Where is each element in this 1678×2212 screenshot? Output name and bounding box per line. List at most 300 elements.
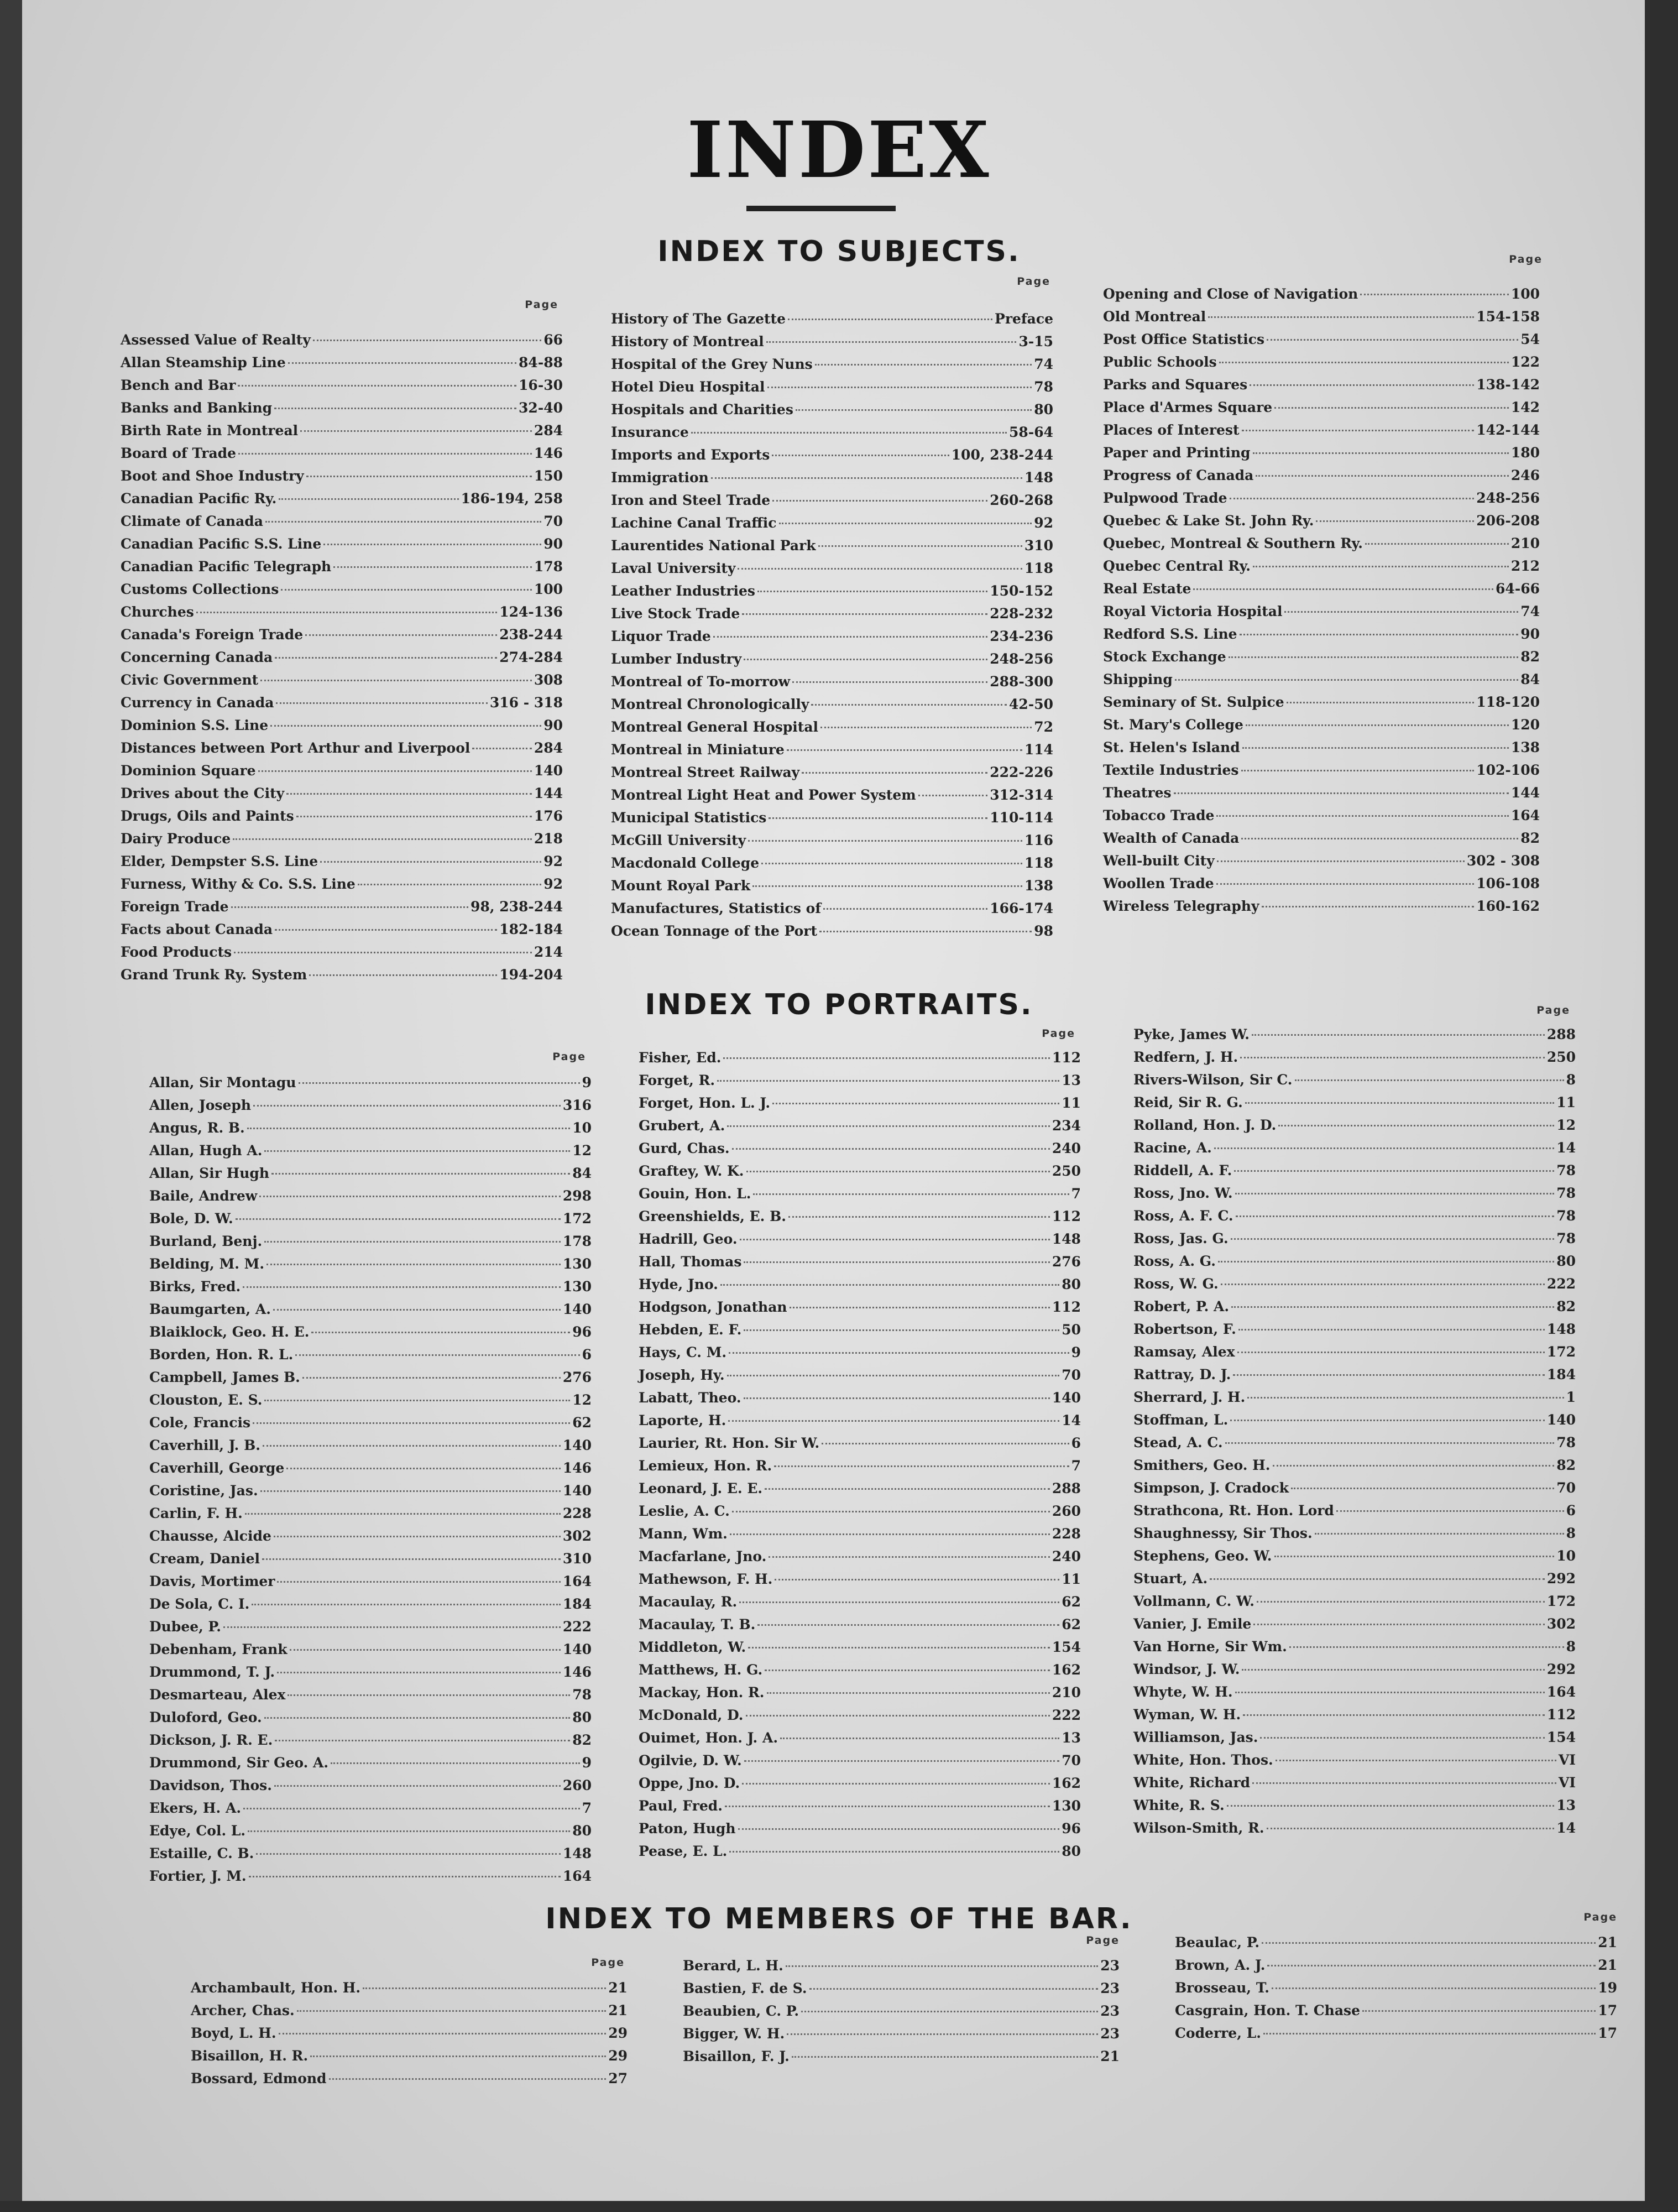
entry-name: Allen, Joseph — [149, 1097, 252, 1113]
entry-name: McDonald, D. — [639, 1707, 744, 1723]
subjects-entry — [611, 764, 1053, 787]
entry-name: Boyd, L. H. — [191, 2025, 276, 2041]
dot-leader — [1214, 1147, 1554, 1149]
entry-name: Simpson, J. Cradock — [1133, 1480, 1289, 1496]
entry-name: Allan, Hugh A. — [149, 1142, 263, 1159]
entry-page: 96 — [572, 1324, 592, 1340]
entry-name: Mackay, Hon. R. — [639, 1684, 765, 1700]
entry-name: Stead, A. C. — [1133, 1434, 1223, 1451]
dot-leader — [264, 1241, 561, 1243]
portraits-entry — [149, 1347, 592, 1369]
portraits-entry — [1133, 1412, 1576, 1434]
entry-page: 148 — [1024, 469, 1053, 486]
dot-leader — [1252, 1034, 1545, 1036]
entry-page: 250 — [1052, 1163, 1081, 1179]
entry-name: Baumgarten, A. — [149, 1301, 271, 1317]
entry-page: 130 — [562, 1256, 592, 1272]
portraits-entry — [1133, 1775, 1576, 1797]
subjects-col2-page-label: Page — [1017, 275, 1050, 288]
entry-page: 228-232 — [990, 606, 1053, 622]
entry-page: 302 — [562, 1528, 592, 1544]
entry-page: 310 — [562, 1551, 592, 1567]
entry-page: 118 — [1024, 560, 1053, 576]
entry-page: 9 — [582, 1074, 592, 1091]
entry-page: 292 — [1546, 1571, 1576, 1587]
portraits-entry — [639, 1684, 1081, 1707]
entry-name: Hyde, Jno. — [639, 1276, 718, 1292]
dot-leader — [273, 1309, 561, 1311]
dot-leader — [779, 523, 1032, 524]
dot-leader — [818, 545, 1022, 547]
entry-page: 29 — [608, 2048, 628, 2064]
dot-leader — [742, 1783, 1050, 1785]
entry-name: Elder, Dempster S.S. Line — [121, 853, 318, 869]
entry-page: 11 — [1062, 1095, 1081, 1111]
subjects-entry — [1103, 354, 1540, 377]
dot-leader — [281, 589, 532, 591]
bar-column-1 — [191, 1980, 628, 2093]
entry-name: Progress of Canada — [1103, 467, 1254, 483]
entry-page: 23 — [1100, 2026, 1120, 2042]
entry-name: Royal Victoria Hospital — [1103, 603, 1283, 619]
subjects-column-3 — [1103, 286, 1540, 921]
dot-leader — [1260, 1737, 1544, 1739]
portraits-entry — [149, 1233, 592, 1256]
entry-page: 154 — [1052, 1639, 1081, 1655]
dot-leader — [1227, 1805, 1555, 1807]
dot-leader — [1235, 1692, 1545, 1693]
entry-name: Post Office Statistics — [1103, 331, 1265, 347]
subjects-entry — [121, 763, 563, 785]
dot-leader — [744, 1397, 1050, 1399]
entry-page: 80 — [1034, 401, 1053, 418]
entry-page: 54 — [1520, 331, 1540, 347]
entry-name: Racine, A. — [1133, 1140, 1212, 1156]
entry-name: McGill University — [611, 832, 746, 848]
subjects-col3-page-label: Page — [1509, 253, 1543, 265]
portraits-entry — [1133, 1298, 1576, 1321]
entry-page: 11 — [1556, 1094, 1576, 1110]
portraits-entry — [1133, 1820, 1576, 1843]
dot-leader — [1236, 1215, 1555, 1217]
bar-entry — [1175, 1957, 1617, 1980]
entry-name: Archambault, Hon. H. — [191, 1980, 361, 1996]
entry-name: Montreal Light Heat and Power System — [611, 787, 916, 803]
portraits-entry — [639, 1276, 1081, 1299]
entry-name: Mathewson, F. H. — [639, 1571, 773, 1587]
entry-name: Allan Steamship Line — [121, 354, 286, 371]
entry-name: Montreal Street Railway — [611, 764, 800, 780]
entry-name: Wireless Telegraphy — [1103, 898, 1259, 914]
entry-page: 42-50 — [1009, 696, 1053, 712]
dot-leader — [765, 1670, 1050, 1671]
entry-name: Boot and Shoe Industry — [121, 468, 304, 484]
portraits-entry — [149, 1709, 592, 1732]
subjects-entry — [611, 810, 1053, 832]
entry-page: 184 — [1546, 1366, 1576, 1383]
entry-name: Hospitals and Charities — [611, 401, 793, 418]
entry-name: Coristine, Jas. — [149, 1483, 258, 1499]
entry-page: 240 — [1052, 1140, 1081, 1156]
entry-page: 10 — [572, 1120, 592, 1136]
portraits-entry — [1133, 1434, 1576, 1457]
entry-name: Grand Trunk Ry. System — [121, 967, 307, 983]
dot-leader — [744, 1261, 1049, 1263]
dot-leader — [1256, 475, 1508, 477]
entry-page: 114 — [1024, 742, 1053, 758]
subjects-entry — [1103, 671, 1540, 694]
entry-name: Ekers, H. A. — [149, 1800, 242, 1816]
entry-page: 234 — [1052, 1118, 1081, 1134]
subjects-entry — [121, 400, 563, 422]
dot-leader — [262, 1558, 561, 1560]
entry-name: Vanier, J. Emile — [1133, 1616, 1252, 1632]
entry-page: 78 — [1556, 1162, 1576, 1178]
entry-name: Public Schools — [1103, 354, 1217, 370]
entry-page: 78 — [1556, 1185, 1576, 1201]
portraits-entry — [149, 1777, 592, 1800]
entry-page: 12 — [572, 1392, 592, 1408]
dot-leader — [1243, 1714, 1545, 1716]
entry-page: 148 — [562, 1845, 592, 1861]
portraits-entry — [149, 1437, 592, 1460]
portraits-entry — [1133, 1344, 1576, 1366]
entry-name: Mann, Wm. — [639, 1526, 728, 1542]
bar-column-3 — [1175, 1934, 1617, 2048]
dot-leader — [1233, 1374, 1544, 1376]
portraits-entry — [639, 1208, 1081, 1231]
dot-leader — [772, 500, 987, 502]
entry-name: Baile, Andrew — [149, 1188, 258, 1204]
dot-leader — [270, 725, 541, 727]
subjects-entry — [121, 581, 563, 604]
entry-page: 7 — [1071, 1186, 1081, 1202]
dot-leader — [290, 1649, 561, 1651]
subjects-entry — [611, 401, 1053, 424]
entry-page: 302 — [1546, 1616, 1576, 1632]
bar-heading: INDEX TO MEMBERS OF THE BAR. — [545, 1902, 1133, 1936]
dot-leader — [748, 1647, 1050, 1648]
entry-page: 118 — [1024, 855, 1053, 871]
entry-name: Imports and Exports — [611, 447, 770, 463]
portraits-entry — [1133, 1026, 1576, 1049]
dot-leader — [1242, 747, 1509, 749]
entry-page: 160-162 — [1476, 898, 1540, 914]
subjects-entry — [1103, 739, 1540, 762]
portraits-entry — [639, 1231, 1081, 1254]
portraits-entry — [149, 1415, 592, 1437]
subjects-entry — [611, 696, 1053, 719]
entry-name: Municipal Statistics — [611, 810, 767, 826]
entry-page: 112 — [1052, 1050, 1081, 1066]
dot-leader — [769, 1556, 1049, 1558]
entry-page: 17 — [1598, 2002, 1617, 2018]
entry-page: VI — [1558, 1752, 1576, 1768]
entry-name: Macdonald College — [611, 855, 760, 871]
subjects-entry — [1103, 875, 1540, 898]
dot-leader — [729, 1352, 1069, 1354]
portraits-entry — [1133, 1616, 1576, 1639]
dot-leader — [238, 453, 532, 455]
dot-leader — [299, 1082, 580, 1084]
entry-name: Bole, D. W. — [149, 1211, 233, 1227]
portraits-entry — [1133, 1639, 1576, 1661]
entry-page: 140 — [562, 1483, 592, 1499]
entry-name: Belding, M. M. — [149, 1256, 265, 1272]
entry-name: Gurd, Chas. — [639, 1140, 730, 1156]
portraits-entry — [1133, 1185, 1576, 1208]
entry-page: 13 — [1062, 1072, 1081, 1088]
portraits-entry — [639, 1798, 1081, 1820]
dot-leader — [323, 544, 541, 545]
dot-leader — [333, 566, 532, 568]
entry-page: 16-30 — [519, 377, 563, 393]
entry-name: White, Hon. Thos. — [1133, 1752, 1273, 1768]
entry-page: 10 — [1556, 1548, 1576, 1564]
entry-name: Bench and Bar — [121, 377, 236, 393]
entry-page: 8 — [1566, 1525, 1576, 1541]
entry-page: 150-152 — [990, 583, 1053, 599]
portraits-entry — [639, 1571, 1081, 1594]
portraits-entry — [1133, 1593, 1576, 1616]
entry-name: Pyke, James W. — [1133, 1026, 1250, 1042]
entry-name: Davidson, Thos. — [149, 1777, 272, 1793]
portraits-entry — [149, 1619, 592, 1641]
dot-leader — [279, 2033, 607, 2034]
subjects-entry — [611, 333, 1053, 356]
entry-name: Well-built City — [1103, 853, 1215, 869]
entry-page: 98 — [1034, 923, 1053, 939]
dot-leader — [264, 1717, 570, 1719]
entry-name: White, Richard — [1133, 1775, 1251, 1791]
dot-leader — [287, 1694, 570, 1696]
entry-page: 144 — [534, 785, 563, 801]
dot-leader — [252, 1604, 560, 1605]
entry-page: 178 — [534, 559, 563, 575]
entry-name: Real Estate — [1103, 581, 1191, 597]
portraits-entry — [1133, 1094, 1576, 1117]
subjects-entry — [121, 332, 563, 354]
portraits-entry — [639, 1322, 1081, 1344]
entry-name: Bossard, Edmond — [191, 2070, 327, 2086]
dot-leader — [744, 1760, 1060, 1762]
portraits-entry — [149, 1301, 592, 1324]
portraits-column-1 — [149, 1074, 592, 1891]
entry-name: Caverhill, George — [149, 1460, 285, 1476]
entry-page: 62 — [572, 1415, 592, 1431]
subjects-entry — [1103, 898, 1540, 921]
entry-page: 11 — [1062, 1571, 1081, 1587]
subjects-entry — [121, 559, 563, 581]
dot-leader — [766, 341, 1017, 343]
subjects-entry — [1103, 626, 1540, 649]
entry-name: Rolland, Hon. J. D. — [1133, 1117, 1277, 1133]
dot-leader — [1238, 1329, 1545, 1331]
portraits-entry — [1133, 1276, 1576, 1298]
bar-col1-page-label: Page — [591, 1957, 625, 1969]
entry-page: 82 — [1520, 830, 1540, 846]
entry-name: Paul, Fred. — [639, 1798, 723, 1814]
dot-leader — [788, 1216, 1050, 1218]
entry-name: Board of Trade — [121, 445, 237, 461]
dot-leader — [196, 612, 497, 613]
dot-leader — [1230, 498, 1475, 499]
entry-name: Drives about the City — [121, 785, 285, 801]
entry-page: 23 — [1100, 2003, 1120, 2019]
entry-name: Desmarteau, Alex — [149, 1687, 286, 1703]
subjects-entry — [1103, 694, 1540, 717]
entry-page: 222-226 — [990, 764, 1053, 780]
subjects-entry — [1103, 785, 1540, 807]
subjects-entry — [611, 447, 1053, 469]
entry-page: 9 — [582, 1755, 592, 1771]
entry-page: 1 — [1566, 1389, 1576, 1405]
subjects-entry — [611, 674, 1053, 696]
entry-name: Reid, Sir R. G. — [1133, 1094, 1243, 1110]
dot-leader — [729, 1851, 1059, 1853]
dot-leader — [820, 727, 1032, 728]
portraits-entry — [149, 1074, 592, 1097]
entry-name: Oppe, Jno. D. — [639, 1775, 740, 1791]
dot-leader — [274, 1536, 561, 1537]
entry-name: Lachine Canal Traffic — [611, 515, 777, 531]
entry-page: 12 — [1556, 1117, 1576, 1133]
entry-name: Customs Collections — [121, 581, 279, 597]
entry-page: 70 — [1062, 1752, 1081, 1768]
entry-page: 284 — [534, 740, 563, 756]
subjects-entry — [121, 445, 563, 468]
dot-leader — [739, 1601, 1059, 1603]
entry-name: Ouimet, Hon. J. A. — [639, 1730, 778, 1746]
entry-name: Grubert, A. — [639, 1118, 725, 1134]
entry-page: 140 — [534, 763, 563, 779]
dot-leader — [1174, 792, 1509, 794]
dot-leader — [717, 1080, 1059, 1082]
dot-leader — [730, 1533, 1050, 1535]
entry-page: 72 — [1034, 719, 1053, 735]
dot-leader — [809, 1988, 1099, 1990]
portraits-col1-page-label: Page — [552, 1051, 586, 1063]
entry-page: 142-144 — [1476, 422, 1540, 438]
subjects-entry — [1103, 830, 1540, 853]
entry-name: Carlin, F. H. — [149, 1505, 243, 1521]
entry-name: Place d'Armes Square — [1103, 399, 1273, 415]
entry-name: Dominion S.S. Line — [121, 717, 269, 733]
subjects-entry — [1103, 762, 1540, 785]
portraits-entry — [149, 1256, 592, 1279]
subjects-entry — [611, 379, 1053, 401]
entry-page: 142 — [1510, 399, 1540, 415]
dot-leader — [792, 681, 987, 683]
portraits-entry — [149, 1142, 592, 1165]
dot-leader — [1263, 2033, 1596, 2034]
entry-name: Canada's Foreign Trade — [121, 627, 304, 643]
dot-leader — [258, 770, 532, 772]
entry-page: 316 — [562, 1097, 592, 1113]
entry-name: History of Montreal — [611, 333, 764, 349]
entry-page: 112 — [1546, 1707, 1576, 1723]
subjects-entry — [611, 424, 1053, 447]
portraits-entry — [149, 1528, 592, 1551]
dot-leader — [752, 885, 1022, 887]
dot-leader — [772, 1103, 1059, 1104]
dot-leader — [266, 1264, 561, 1265]
dot-leader — [243, 1286, 561, 1288]
entry-page: 176 — [534, 808, 563, 824]
dot-leader — [691, 432, 1007, 434]
entry-name: Greenshields, E. B. — [639, 1208, 786, 1224]
entry-page: 292 — [1546, 1661, 1576, 1677]
entry-page: 308 — [534, 672, 563, 688]
entry-page: 90 — [543, 717, 563, 733]
portraits-entry — [639, 1639, 1081, 1662]
entry-page: 298 — [562, 1188, 592, 1204]
entry-name: Macfarlane, Jno. — [639, 1548, 767, 1564]
dot-leader — [276, 702, 487, 704]
entry-page: 23 — [1100, 1980, 1120, 1996]
portraits-entry — [639, 1707, 1081, 1730]
portraits-entry — [149, 1120, 592, 1142]
subjects-entry — [611, 651, 1053, 674]
dot-leader — [259, 1196, 561, 1197]
dot-leader — [728, 1420, 1059, 1422]
entry-name: Dominion Square — [121, 763, 256, 779]
entry-name: Foreign Trade — [121, 899, 229, 915]
entry-page: 184 — [562, 1596, 592, 1612]
entry-name: Leonard, J. E. E. — [639, 1480, 763, 1496]
entry-page: 276 — [1052, 1254, 1081, 1270]
entry-page: 112 — [1052, 1299, 1081, 1315]
entry-page: 96 — [1062, 1820, 1081, 1837]
dot-leader — [263, 1445, 561, 1447]
entry-name: Lumber Industry — [611, 651, 742, 667]
entry-name: Parks and Squares — [1103, 377, 1248, 393]
entry-name: Graftey, W. K. — [639, 1163, 744, 1179]
dot-leader — [1217, 860, 1465, 862]
subjects-entry — [1103, 286, 1540, 309]
entry-name: Hadrill, Geo. — [639, 1231, 738, 1247]
entry-name: De Sola, C. I. — [149, 1596, 250, 1612]
entry-page: 92 — [1034, 515, 1053, 531]
entry-page: 122 — [1510, 354, 1540, 370]
portraits-heading: INDEX TO PORTRAITS. — [645, 988, 1033, 1021]
entry-name: Bisaillon, F. J. — [683, 2048, 790, 2064]
dot-leader — [1253, 566, 1509, 567]
entry-page: 70 — [543, 513, 563, 529]
subjects-entry — [1103, 807, 1540, 830]
entry-page: 80 — [1556, 1253, 1576, 1269]
entry-name: Quebec & Lake St. John Ry. — [1103, 513, 1314, 529]
entry-name: Places of Interest — [1103, 422, 1240, 438]
entry-name: Macaulay, R. — [639, 1594, 738, 1610]
portraits-entry — [1133, 1117, 1576, 1140]
entry-name: Forget, Hon. L. J. — [639, 1095, 771, 1111]
subjects-entry — [121, 422, 563, 445]
portraits-entry — [1133, 1707, 1576, 1729]
subjects-entry — [611, 538, 1053, 560]
portraits-entry — [149, 1097, 592, 1120]
entry-name: Gouin, Hon. L. — [639, 1186, 751, 1202]
entry-page: 21 — [608, 1980, 628, 1996]
entry-name: Burland, Benj. — [149, 1233, 263, 1249]
dot-leader — [253, 1105, 561, 1107]
dot-leader — [271, 1173, 570, 1175]
dot-leader — [296, 816, 532, 817]
entry-page: 62 — [1062, 1594, 1081, 1610]
portraits-entry — [639, 1435, 1081, 1458]
entry-name: Campbell, James B. — [149, 1369, 300, 1385]
entry-name: White, R. S. — [1133, 1797, 1225, 1813]
